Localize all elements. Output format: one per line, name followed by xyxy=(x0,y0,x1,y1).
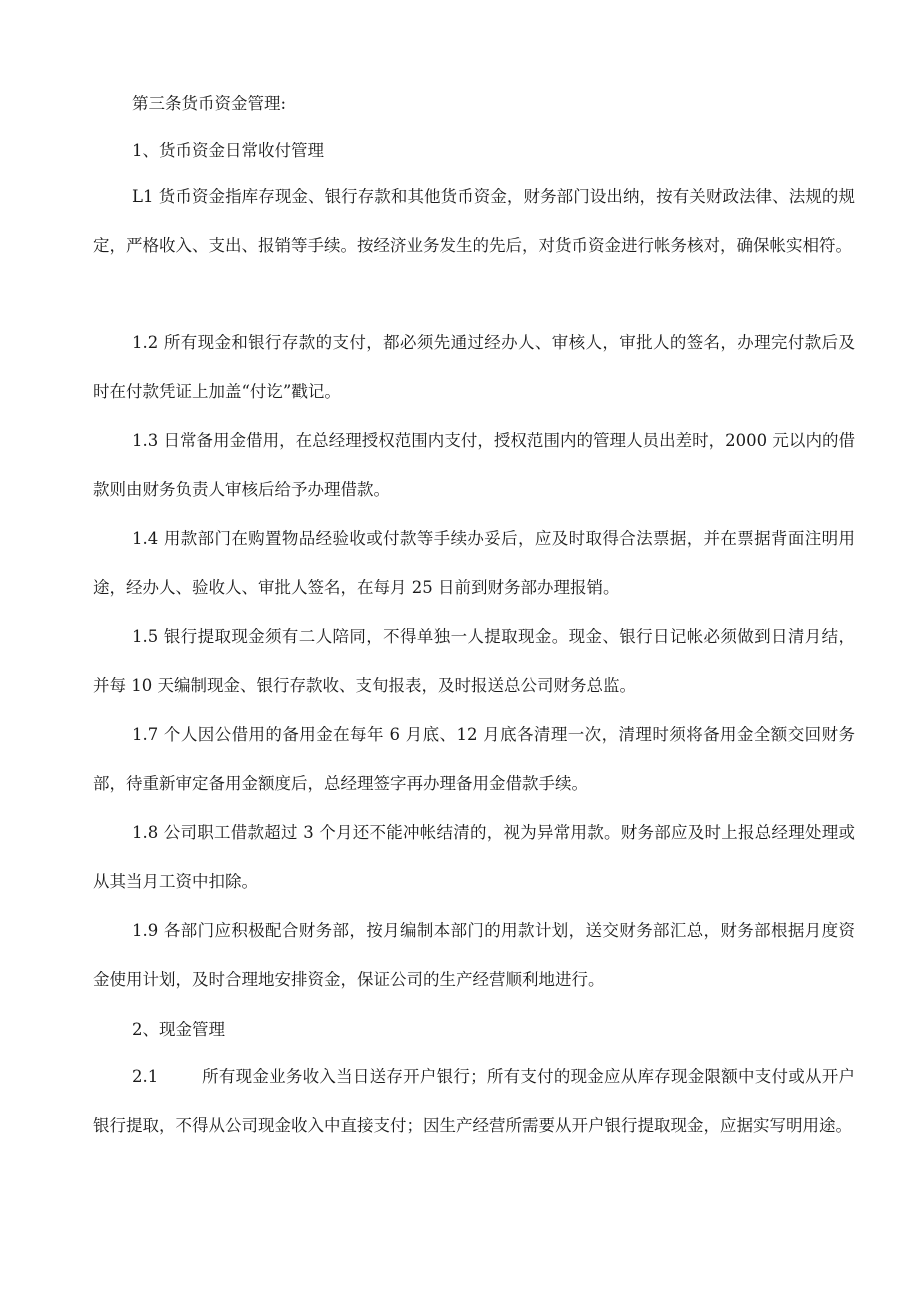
paragraph-1-8: 1.8 公司职工借款超过 3 个月还不能冲帐结清的，视为异常用款。财务部应及时上报总经理处理或从其当月工资中扣除。 xyxy=(93,823,855,891)
paragraph-1-3: 1.3 日常备用金借用，在总经理授权范围内支付，授权范围内的管理人员出差时，2000 元以内的借款则由财务负责人审核后给予办理借款。 xyxy=(93,431,855,499)
paragraph-1-1: L1 货币资金指库存现金、银行存款和其他货币资金，财务部门设出纳，按有关财政法律、法规的规定，严格收入、支出、报销等手续。按经济业务发生的先后，对货币资金进行帐务核对，确保帐实相符。 xyxy=(93,187,855,255)
paragraph-2-1: 2.1 所有现金业务收入当日送存开户银行；所有支付的现金应从库存现金限额中支付或从开户银行提取，不得从公司现金收入中直接支付；因生产经营所需要从开户银行提取现金，应据实写明用途。 xyxy=(93,1067,855,1135)
paragraph-1-2: 1.2 所有现金和银行存款的支付，都必须先通过经办人、审核人，审批人的签名，办理完付款后及时在付款凭证上加盖“付讫”戳记。 xyxy=(93,333,855,401)
section-2-title: 2、现金管理 xyxy=(132,1020,225,1039)
paragraph-1-4: 1.4 用款部门在购置物品经验收或付款等手续办妥后，应及时取得合法票据，并在票据背面注明用途，经办人、验收人、审批人签名，在每月 25 日前到财务部办理报销。 xyxy=(93,529,855,597)
article-title: 第三条货币资金管理: xyxy=(132,94,287,113)
section-1-title: 1、货币资金日常收付管理 xyxy=(132,141,324,160)
paragraph-1-9: 1.9 各部门应积极配合财务部，按月编制本部门的用款计划，送交财务部汇总，财务部根据月度资金使用计划，及时合理地安排资金，保证公司的生产经营顺利地进行。 xyxy=(93,921,855,989)
paragraph-1-7: 1.7 个人因公借用的备用金在每年 6 月底、12 月底各清理一次，清理时须将备用金全额交回财务部，待重新审定备用金额度后，总经理签字再办理备用金借款手续。 xyxy=(93,725,855,793)
paragraph-1-5: 1.5 银行提取现金须有二人陪同，不得单独一人提取现金。现金、银行日记帐必须做到日清月结，并每 10 天编制现金、银行存款收、支旬报表，及时报送总公司财务总监。 xyxy=(93,627,855,695)
